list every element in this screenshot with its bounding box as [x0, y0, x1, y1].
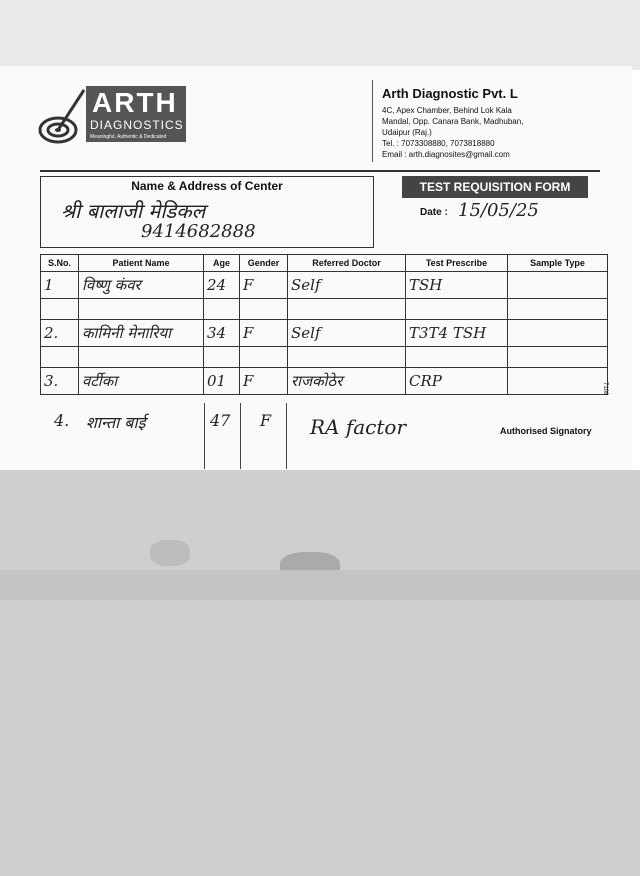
date-value: 15/05/25	[458, 200, 539, 221]
side-code: 7108	[602, 382, 608, 396]
center-phone: 9414682888	[141, 221, 256, 242]
fold-shadow	[0, 570, 640, 600]
extra-age: 47	[210, 411, 231, 430]
center-heading: Name & Address of Center	[131, 179, 283, 193]
phone-line: Tel. : 7073308880, 7073818880	[382, 139, 495, 148]
cell-blank	[41, 347, 79, 368]
cell-patient-name: वर्टीका	[79, 368, 204, 395]
cell-age: 01	[204, 368, 240, 395]
header-referred-doctor: Referred Doctor	[288, 255, 406, 272]
cell-blank	[406, 347, 508, 368]
email-line: Email : arth.diagnosites@gmail.com	[382, 150, 510, 159]
table-row	[41, 272, 608, 299]
cell-age: 24	[204, 272, 240, 299]
cell-blank	[240, 347, 288, 368]
logo-wordmark	[86, 86, 186, 142]
address-line: 4C, Apex Chamber, Behind Lok Kala	[382, 106, 512, 115]
cell-test: T3T4 TSH	[406, 320, 508, 347]
center-box	[40, 176, 374, 248]
handwritten-extra-row	[40, 403, 540, 469]
cell-referred-doctor: Self	[288, 272, 406, 299]
center-name: श्री बालाजी मेडिकल	[61, 199, 206, 223]
header-test-prescribe: Test Prescribe	[406, 255, 508, 272]
requisition-table	[40, 254, 608, 395]
cell-blank	[240, 299, 288, 320]
cell-blank	[79, 347, 204, 368]
cell-blank	[288, 347, 406, 368]
cell-test: TSH	[406, 272, 508, 299]
extra-test: RA factor	[310, 415, 407, 439]
company-logo	[38, 86, 188, 148]
cell-blank	[204, 347, 240, 368]
header-divider	[372, 80, 373, 162]
extra-divider	[286, 403, 287, 469]
date-label: Date :	[420, 207, 448, 218]
cell-blank	[79, 299, 204, 320]
cell-blank	[406, 299, 508, 320]
cell-gender: F	[240, 320, 288, 347]
scan-background-top	[0, 0, 640, 70]
cell-blank	[41, 299, 79, 320]
cell-referred-doctor: Self	[288, 320, 406, 347]
header-rule	[40, 170, 600, 172]
cell-sno: 1	[41, 272, 79, 299]
header-gender: Gender	[240, 255, 288, 272]
address-line: Udaipur (Raj.)	[382, 128, 432, 137]
cell-gender: F	[240, 272, 288, 299]
cell-sample-type	[508, 272, 608, 299]
cell-sno: 3.	[41, 368, 79, 395]
cell-age: 34	[204, 320, 240, 347]
header-sno: S.No.	[41, 255, 79, 272]
logo-title: ARTH	[92, 87, 178, 118]
cell-referred-doctor: राजकोठेर	[288, 368, 406, 395]
extra-gender: F	[260, 411, 272, 430]
extra-patient-name: शान्ता बाई	[86, 413, 146, 432]
cell-gender: F	[240, 368, 288, 395]
cell-blank	[508, 299, 608, 320]
address-line: Mandal, Opp. Canara Bank, Madhuban,	[382, 117, 524, 126]
table-row	[41, 368, 608, 395]
ink-smudge	[150, 540, 190, 566]
extra-sno: 4.	[54, 411, 70, 430]
cell-blank	[508, 347, 608, 368]
cell-sample-type	[508, 320, 608, 347]
table-row	[41, 320, 608, 347]
header-patient-name: Patient Name	[79, 255, 204, 272]
company-name: Arth Diagnostic Pvt. L	[382, 86, 518, 101]
table-row	[41, 299, 608, 320]
extra-divider	[204, 403, 205, 469]
extra-divider	[240, 403, 241, 469]
cell-patient-name: विष्णु कंवर	[79, 272, 204, 299]
table-header-row	[41, 255, 608, 272]
cell-sample-type	[508, 368, 608, 395]
scan-background-bottom	[0, 470, 640, 876]
header-age: Age	[204, 255, 240, 272]
cell-patient-name: कामिनी मेनारिया	[79, 320, 204, 347]
cell-test: CRP	[406, 368, 508, 395]
target-icon	[38, 86, 88, 148]
header-sample-type: Sample Type	[508, 255, 608, 272]
form-title: TEST REQUISITION FORM	[402, 176, 588, 198]
company-info	[382, 86, 622, 160]
cell-blank	[204, 299, 240, 320]
signature-label: Authorised Signatory	[500, 426, 592, 436]
logo-subtitle: DIAGNOSTICS	[90, 118, 184, 132]
cell-blank	[288, 299, 406, 320]
logo-tagline: Meaningful, Authentic & Dedicated	[90, 134, 167, 140]
table-row	[41, 347, 608, 368]
cell-sno: 2.	[41, 320, 79, 347]
